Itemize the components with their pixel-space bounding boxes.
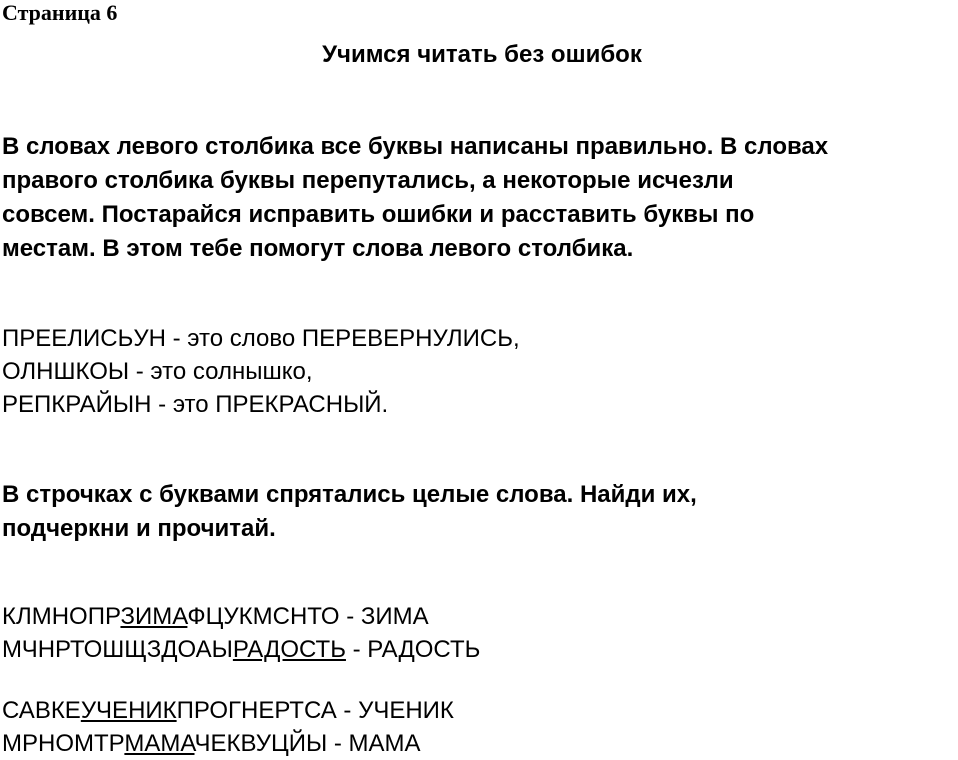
- row-answer: - УЧЕНИК: [336, 697, 454, 724]
- row-prefix: МРНОМТР: [2, 730, 125, 757]
- row-suffix: ЧЕКВУЦЙЫ: [194, 730, 328, 757]
- row-answer: - МАМА: [327, 730, 421, 757]
- letter-row: [2, 727, 958, 760]
- letter-row: [2, 633, 958, 666]
- example-line: ОЛНШКОЫ - это солнышко,: [2, 358, 313, 385]
- row-answer: - ЗИМА: [339, 603, 429, 630]
- letter-rows-group-1: [2, 600, 958, 666]
- row-prefix: МЧНРТОШЩЗДОАЫ: [2, 636, 233, 663]
- row-suffix: ПРОГНЕРТСА: [176, 697, 337, 724]
- instruction-line: совсем. Постарайся исправить ошибки и расставить буквы по: [2, 201, 755, 228]
- letter-row: [2, 600, 958, 633]
- instruction-paragraph-1: [2, 130, 958, 266]
- example-line: ПРЕЕЛИСЬУН - это слово ПЕРЕВЕРНУЛИСЬ,: [2, 325, 520, 352]
- page-title: Учимся читать без ошибок: [322, 41, 642, 68]
- letter-rows-group-2: [2, 694, 958, 760]
- row-answer: - РАДОСТЬ: [345, 636, 481, 663]
- hidden-word: МАМА: [124, 730, 195, 757]
- instruction-line: В словах левого столбика все буквы написаны правильно. В словах: [2, 133, 829, 160]
- instruction-line: правого столбика буквы перепутались, а некоторые исчезли: [2, 167, 734, 194]
- instruction-line: местам. В этом тебе помогут слова левого столбика.: [2, 235, 634, 262]
- row-prefix: КЛМНОПР: [2, 603, 121, 630]
- hidden-word: ЗИМА: [120, 603, 188, 630]
- instruction-line: подчеркни и прочитай.: [2, 515, 276, 542]
- row-prefix: САВКЕ: [2, 697, 81, 724]
- example-list: [2, 322, 958, 421]
- hidden-word: РАДОСТЬ: [232, 636, 346, 663]
- instruction-line: В строчках с буквами спрятались целые слова. Найди их,: [2, 481, 697, 508]
- letter-row: [2, 694, 958, 727]
- row-suffix: ФЦУКМСНТО: [187, 603, 340, 630]
- example-line: РЕПКРАЙЫН - это ПРЕКРАСНЫЙ.: [2, 391, 389, 418]
- hidden-word: УЧЕНИК: [80, 697, 177, 724]
- page-label: Страница 6: [2, 0, 118, 25]
- instruction-paragraph-2: [2, 478, 958, 546]
